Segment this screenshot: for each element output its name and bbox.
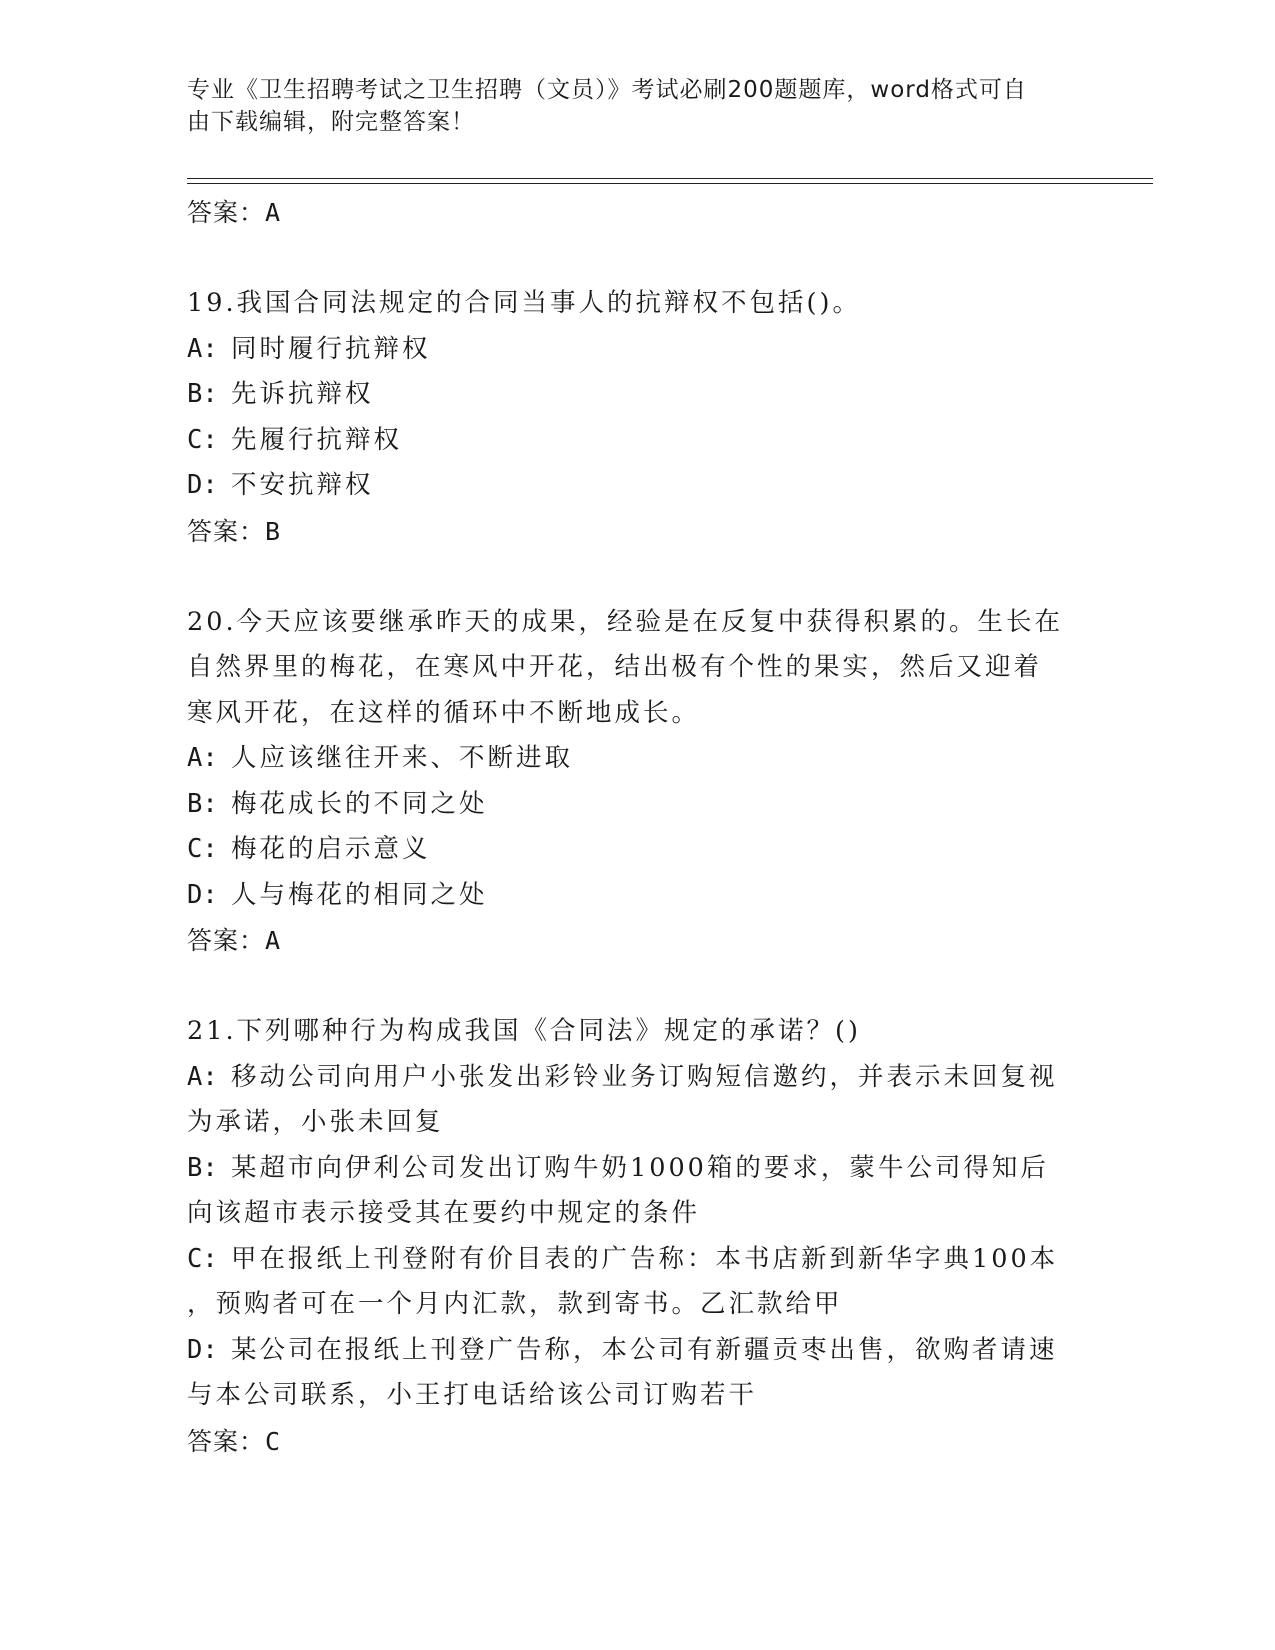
option-text: 人与梅花的相同之处 [231,879,488,910]
option-text: 梅花的启示意义 [231,834,431,864]
answer-label: 答案： [187,1426,266,1456]
question-block [187,281,1067,554]
option-a-continued: 为承诺，小张未回复 [187,1107,444,1137]
option-a [187,327,1067,373]
option-text: 某超市向伊利公司发出订购牛奶1000箱的要求，蒙牛公司得知后 [231,1152,1049,1183]
option-b-continued: 向该超市表示接受其在要约中规定的条件 [187,1198,701,1228]
option-text: 某公司在报纸上刊登广告称，本公司有新疆贡枣出售，欲购者请速 [231,1334,1058,1365]
option-c [187,418,1067,464]
header-line-2: 由下载编辑，附完整答案！ [187,109,475,135]
option-letter: B: [187,1152,218,1183]
option-c-continued: ，预购者可在一个月内汇款，款到寄书。乙汇款给甲 [187,1289,843,1319]
option-d [187,1328,1067,1374]
question-block [187,600,1067,964]
option-d-continued: 与本公司联系，小王打电话给该公司订购若干 [187,1380,758,1410]
option-letter: A: [187,1061,218,1092]
option-c [187,1237,1067,1283]
option-text: 不安抗辩权 [231,470,374,500]
option-text: 甲在报纸上刊登附有价目表的广告称：本书店新到新华字典100本 [231,1243,1059,1274]
answer-value: B [265,516,282,546]
option-b [187,782,1067,828]
option-text: 移动公司向用户小张发出彩铃业务订购短信邀约，并表示未回复视 [231,1061,1058,1092]
question-text-line: 20.今天应该要继承昨天的成果，经验是在反复中获得积累的。生长在 [187,606,1064,637]
question-text-line: 自然界里的梅花，在寒风中开花，结出极有个性的果实，然后又迎着 [187,652,1043,682]
question-text: 19.我国合同法规定的合同当事人的抗辩权不包括()。 [187,288,861,318]
answer-value: C [265,1426,282,1456]
option-d [187,873,1067,919]
option-text: 人应该继往开来、不断进取 [231,743,574,773]
header-divider-top [187,178,1153,179]
option-letter: C: [187,424,218,455]
option-b [187,372,1067,418]
option-letter: D: [187,1334,218,1365]
question-text-line: 寒风开花，在这样的循环中不断地成长。 [187,697,701,728]
answer-line [187,918,1067,963]
question-text: 21.下列哪种行为构成我国《合同法》规定的承诺？() [187,1016,861,1046]
answer-label: 答案： [187,926,266,955]
document-header [187,74,1067,138]
option-letter: A: [187,333,218,364]
question-block [187,1009,1067,1464]
option-c [187,827,1067,873]
option-letter: D: [187,470,218,500]
option-d [187,463,1067,509]
answer-line [187,1419,1067,1464]
answer-line [187,190,1067,235]
option-text: 先履行抗辩权 [231,424,403,455]
header-divider-bottom [187,183,1153,184]
option-a [187,736,1067,782]
option-a [187,1055,1067,1101]
option-letter: C: [187,1243,218,1274]
option-text: 梅花成长的不同之处 [231,788,488,819]
answer-line [187,509,1067,554]
option-letter: D: [187,879,218,910]
header-line-1: 专业《卫生招聘考试之卫生招聘（文员）》考试必刷200题题库，word格式可自 [187,77,1027,103]
question-list [187,190,1067,1464]
answer-value: A [265,926,282,955]
answer-label: 答案： [187,516,266,546]
option-b [187,1146,1067,1192]
option-text: 同时履行抗辩权 [231,333,431,364]
option-letter: B: [187,788,218,819]
option-letter: A: [187,743,218,773]
answer-label: 答案： [187,198,266,227]
option-letter: C: [187,834,218,864]
option-text: 先诉抗辩权 [231,379,374,409]
option-letter: B: [187,379,218,409]
answer-value: A [265,198,282,227]
